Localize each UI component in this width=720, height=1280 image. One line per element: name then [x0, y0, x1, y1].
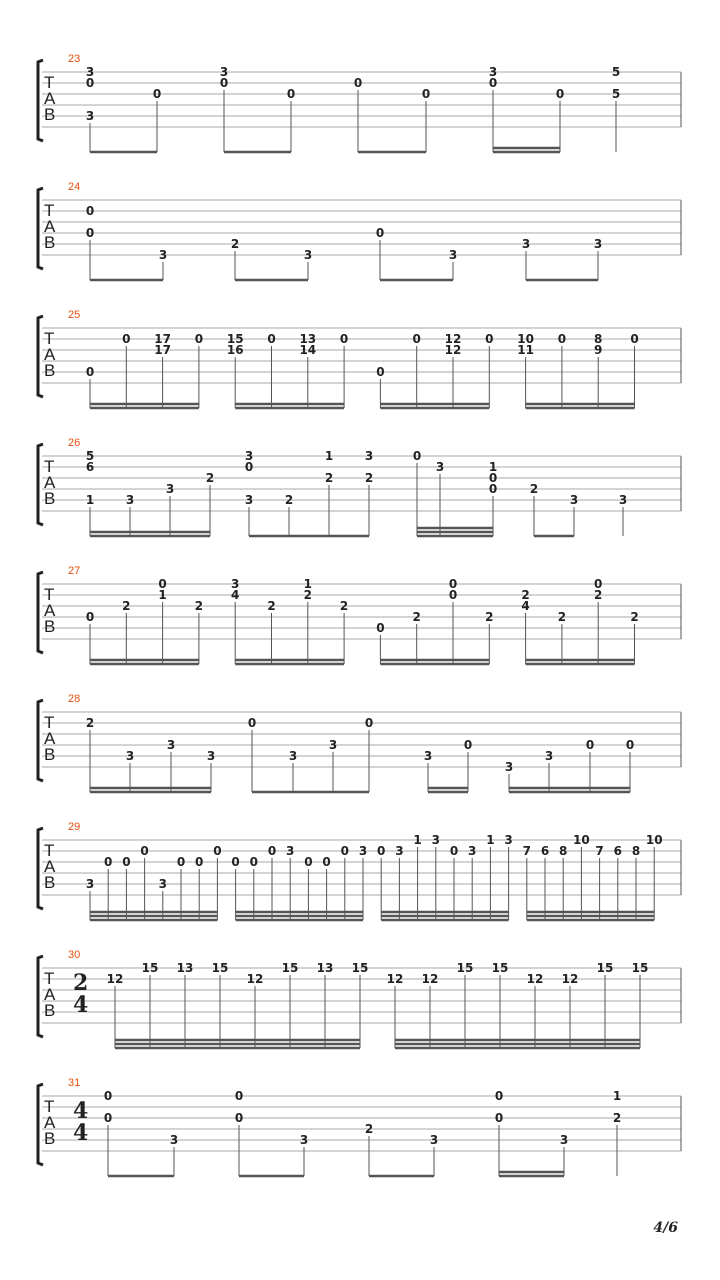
measure-number: 28 [68, 693, 81, 705]
fret-number: 0 [412, 332, 421, 346]
fret-number: 12 [444, 332, 462, 346]
fret-number: 0 [463, 738, 473, 752]
fret-number: 2 [364, 471, 374, 485]
fret-number: 0 [267, 844, 277, 858]
fret-number: 0 [377, 844, 386, 858]
tab-clef-letter: T [44, 585, 55, 604]
fret-number: 9 [594, 343, 603, 357]
fret-number: 0 [494, 1089, 504, 1103]
tab-clef-letter: B [44, 105, 56, 124]
tab-clef-letter: A [44, 857, 56, 876]
fret-number: 5 [85, 449, 95, 463]
fret-number: 2 [364, 1122, 374, 1136]
fret-number: 12 [421, 972, 439, 986]
measure-number: 30 [68, 949, 81, 961]
fret-number: 3 [158, 877, 167, 891]
fret-number: 2 [557, 610, 567, 624]
fret-number: 3 [244, 449, 254, 463]
fret-number: 0 [557, 332, 567, 346]
fret-number: 0 [219, 76, 229, 90]
fret-number: 3 [231, 577, 240, 591]
fret-number: 0 [488, 482, 498, 496]
fret-number: 8 [631, 844, 641, 858]
fret-number: 1 [85, 493, 95, 507]
fret-number: 10 [645, 833, 663, 847]
tab-clef-letter: B [44, 873, 56, 892]
fret-number: 17 [154, 332, 171, 346]
fret-number: 7 [595, 844, 604, 858]
fret-number: 12 [561, 972, 579, 986]
fret-number: 0 [485, 332, 494, 346]
fret-number: 3 [85, 109, 95, 123]
fret-number: 8 [594, 332, 603, 346]
fret-number: 0 [448, 577, 458, 591]
tab-system [38, 821, 681, 920]
tab-clef-letter: B [44, 361, 56, 380]
tab-clef-letter: B [44, 233, 56, 252]
fret-number: 3 [364, 449, 374, 463]
fret-number: 0 [340, 844, 349, 858]
fret-number: 3 [125, 493, 135, 507]
tab-clef-letter: T [44, 457, 55, 476]
measure-number: 23 [68, 53, 81, 65]
fret-number: 1 [612, 1089, 622, 1103]
fret-number: 3 [206, 749, 216, 763]
fret-number: 2 [303, 588, 312, 602]
fret-number: 0 [322, 855, 331, 869]
fret-number: 0 [234, 1111, 244, 1125]
fret-number: 0 [247, 716, 257, 730]
tab-clef-letter: T [44, 713, 55, 732]
fret-number: 6 [85, 460, 95, 474]
fret-number: 1 [158, 588, 167, 602]
fret-number: 3 [288, 749, 298, 763]
fret-number: 0 [122, 332, 131, 346]
fret-number: 3 [303, 248, 313, 262]
fret-number: 3 [504, 760, 514, 774]
time-signature-digit: 2 [73, 970, 89, 996]
fret-number: 0 [376, 365, 385, 379]
fret-number: 0 [421, 87, 431, 101]
tab-system [38, 565, 681, 664]
fret-number: 15 [226, 332, 244, 346]
fret-number: 0 [494, 1111, 504, 1125]
fret-number: 15 [631, 961, 649, 975]
fret-number: 6 [540, 844, 550, 858]
fret-number: 2 [339, 599, 349, 613]
fret-number: 2 [594, 588, 603, 602]
fret-number: 1 [486, 833, 495, 847]
fret-number: 3 [423, 749, 433, 763]
measure-number: 31 [68, 1077, 81, 1089]
fret-number: 3 [165, 482, 175, 496]
fret-number: 0 [85, 365, 95, 379]
fret-number: 0 [85, 76, 95, 90]
fret-number: 0 [231, 855, 240, 869]
fret-number: 0 [103, 1089, 113, 1103]
fret-number: 2 [412, 610, 421, 624]
tab-clef-letter: B [44, 489, 56, 508]
fret-number: 3 [593, 237, 603, 251]
fret-number: 0 [85, 610, 95, 624]
fret-number: 2 [529, 482, 539, 496]
fret-number: 0 [376, 621, 385, 635]
fret-number: 3 [429, 1133, 439, 1147]
tab-system [38, 53, 681, 152]
fret-number: 0 [195, 855, 204, 869]
tab-clef-letter: B [44, 617, 56, 636]
fret-number: 2 [205, 471, 215, 485]
tab-system [38, 437, 681, 536]
fret-number: 0 [158, 577, 167, 591]
fret-number: 5 [611, 87, 621, 101]
fret-number: 15 [491, 961, 509, 975]
fret-number: 0 [448, 588, 458, 602]
fret-number: 1 [303, 577, 312, 591]
fret-number: 0 [449, 844, 459, 858]
tab-system [38, 693, 681, 792]
fret-number: 0 [286, 87, 296, 101]
fret-number: 5 [611, 65, 621, 79]
fret-number: 0 [375, 226, 385, 240]
fret-number: 12 [444, 343, 462, 357]
fret-number: 3 [286, 844, 295, 858]
fret-number: 0 [353, 76, 363, 90]
fret-number: 2 [267, 599, 276, 613]
measure-number: 24 [68, 181, 81, 193]
fret-number: 1 [488, 460, 498, 474]
fret-number: 14 [299, 343, 317, 357]
time-signature-digit: 4 [73, 1098, 89, 1124]
fret-number: 0 [585, 738, 595, 752]
measure-number: 26 [68, 437, 81, 449]
fret-number: 3 [435, 460, 445, 474]
fret-number: 4 [521, 599, 530, 613]
fret-number: 0 [555, 87, 565, 101]
fret-number: 2 [230, 237, 240, 251]
fret-number: 3 [244, 493, 254, 507]
fret-number: 0 [104, 855, 113, 869]
fret-number: 0 [85, 226, 95, 240]
tab-system [38, 949, 681, 1048]
fret-number: 12 [526, 972, 544, 986]
fret-number: 15 [141, 961, 159, 975]
fret-number: 3 [504, 833, 513, 847]
tab-clef-letter: A [44, 89, 56, 108]
fret-number: 0 [364, 716, 374, 730]
fret-number: 15 [596, 961, 614, 975]
fret-number: 15 [456, 961, 474, 975]
fret-number: 0 [152, 87, 162, 101]
fret-number: 3 [125, 749, 135, 763]
fret-number: 0 [630, 332, 639, 346]
measure-number: 25 [68, 309, 81, 321]
fret-number: 7 [522, 844, 531, 858]
fret-number: 0 [488, 76, 498, 90]
fret-number: 2 [612, 1111, 622, 1125]
fret-number: 3 [544, 749, 554, 763]
fret-number: 0 [85, 204, 95, 218]
fret-number: 2 [324, 471, 334, 485]
tab-system [38, 181, 681, 280]
fret-number: 1 [413, 833, 422, 847]
measure-number: 27 [68, 565, 81, 577]
fret-number: 3 [219, 65, 229, 79]
fret-number: 11 [517, 343, 534, 357]
fret-number: 3 [488, 65, 498, 79]
fret-number: 0 [304, 855, 313, 869]
fret-number: 0 [176, 855, 186, 869]
fret-number: 0 [488, 471, 498, 485]
fret-number: 2 [630, 610, 639, 624]
fret-number: 0 [234, 1089, 244, 1103]
tab-clef-letter: T [44, 841, 55, 860]
fret-number: 17 [154, 343, 171, 357]
fret-number: 0 [249, 855, 258, 869]
fret-number: 0 [122, 855, 131, 869]
fret-number: 0 [194, 332, 204, 346]
fret-number: 12 [246, 972, 264, 986]
fret-number: 13 [176, 961, 194, 975]
tab-clef-letter: A [44, 601, 56, 620]
fret-number: 8 [559, 844, 568, 858]
fret-number: 0 [594, 577, 603, 591]
tab-clef-letter: A [44, 1113, 56, 1132]
fret-number: 0 [103, 1111, 113, 1125]
fret-number: 0 [267, 332, 276, 346]
fret-number: 3 [166, 738, 176, 752]
fret-number: 0 [625, 738, 635, 752]
fret-number: 2 [284, 493, 294, 507]
fret-number: 16 [226, 343, 244, 357]
fret-number: 3 [618, 493, 628, 507]
tab-clef-letter: A [44, 345, 56, 364]
tab-system [38, 1077, 681, 1176]
tab-clef-letter: T [44, 969, 55, 988]
fret-number: 3 [521, 237, 531, 251]
fret-number: 12 [106, 972, 124, 986]
fret-number: 3 [448, 248, 458, 262]
fret-number: 2 [485, 610, 494, 624]
tab-clef-letter: A [44, 729, 56, 748]
fret-number: 13 [299, 332, 317, 346]
fret-number: 3 [395, 844, 404, 858]
fret-number: 2 [122, 599, 131, 613]
fret-number: 6 [613, 844, 622, 858]
fret-number: 15 [211, 961, 229, 975]
tab-clef-letter: T [44, 201, 55, 220]
fret-number: 3 [569, 493, 579, 507]
fret-number: 15 [351, 961, 369, 975]
fret-number: 3 [85, 877, 95, 891]
fret-number: 0 [412, 449, 422, 463]
fret-number: 3 [169, 1133, 179, 1147]
fret-number: 15 [281, 961, 299, 975]
fret-number: 3 [358, 844, 368, 858]
tab-clef-letter: B [44, 1129, 56, 1148]
fret-number: 3 [468, 844, 477, 858]
fret-number: 0 [339, 332, 349, 346]
fret-number: 13 [316, 961, 334, 975]
tab-clef-letter: T [44, 1097, 55, 1116]
tab-clef-letter: B [44, 1001, 56, 1020]
fret-number: 0 [140, 844, 149, 858]
fret-number: 2 [85, 716, 95, 730]
tab-system [38, 309, 681, 408]
fret-number: 12 [386, 972, 404, 986]
fret-number: 4 [231, 588, 240, 602]
fret-number: 3 [328, 738, 338, 752]
fret-number: 2 [521, 588, 530, 602]
fret-number: 3 [85, 65, 95, 79]
fret-number: 2 [194, 599, 204, 613]
tab-clef-letter: B [44, 745, 56, 764]
time-signature-digit: 4 [73, 992, 89, 1018]
fret-number: 0 [213, 844, 222, 858]
fret-number: 0 [244, 460, 254, 474]
fret-number: 10 [573, 833, 590, 847]
fret-number: 3 [158, 248, 168, 262]
tab-clef-letter: T [44, 329, 55, 348]
tab-clef-letter: A [44, 217, 56, 236]
tab-clef-letter: A [44, 985, 56, 1004]
page-number: 4/6 [653, 1220, 678, 1236]
tab-clef-letter: A [44, 473, 56, 492]
fret-number: 3 [431, 833, 440, 847]
fret-number: 3 [299, 1133, 309, 1147]
tab-clef-letter: T [44, 73, 55, 92]
fret-number: 3 [559, 1133, 569, 1147]
fret-number: 1 [324, 449, 334, 463]
measure-number: 29 [68, 821, 81, 833]
fret-number: 10 [517, 332, 534, 346]
time-signature-digit: 4 [73, 1120, 89, 1146]
